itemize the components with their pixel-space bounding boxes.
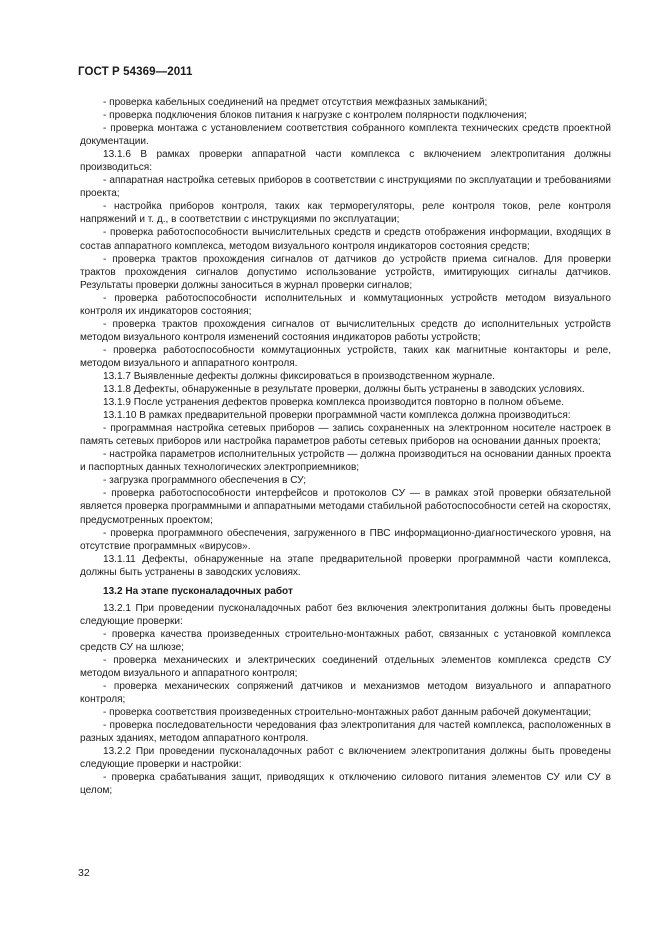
paragraph-27: - проверка последовательности чередования фаз электропитания для частей комплекса, расположенных в разных зданиях, методом аппаратного контроля. — [80, 720, 611, 745]
paragraph-28: 13.2.2 При проведении пусконаладочных работ с включением электропитания должны быть проведены следующие проверки и настройки: — [80, 746, 611, 771]
paragraph-17: - загрузка программного обеспечения в СУ; — [103, 475, 307, 487]
page-number: 32 — [78, 867, 90, 879]
paragraph-10: - проверка работоспособности коммутационных устройств, таких как магнитные контакторы и реле, методом визуального и аппаратного контроля. — [80, 344, 611, 369]
paragraph-7: - проверка трактов прохождения сигналов от датчиков до устройств приема сигналов. Для проверки трактов прохождения сигналов допустимо использование устройств, имитирующих сигналы датчиков. Результаты проверки должны заноситься в журнал проверки сигналов; — [80, 253, 611, 291]
paragraph-26: - проверка соответствия произведенных строительно-монтажных работ данным рабочей документации; — [103, 707, 592, 719]
document-body — [80, 96, 611, 797]
paragraph-2: - проверка монтажа с установлением соответствия собранного комплекта технических средств проектной документации. — [80, 123, 611, 148]
paragraph-11: 13.1.7 Выявленные дефекты должны фиксироваться в производственном журнале. — [103, 370, 495, 382]
paragraph-29: - проверка срабатывания защит, приводящих к отключению силового питания элементов СУ или СУ в целом; — [80, 772, 611, 797]
document-header: ГОСТ Р 54369—2011 — [78, 66, 193, 78]
paragraph-1: - проверка подключения блоков питания к нагрузке с контролем полярности подключения; — [103, 110, 527, 122]
section-heading: 13.2 На этапе пусконаладочных работ — [103, 585, 293, 597]
paragraph-13: 13.1.9 После устранения дефектов проверка комплекса производится повторно в полном объеме. — [103, 397, 565, 409]
paragraph-22: 13.2.1 При проведении пусконаладочных работ без включения электропитания должны быть проведены следующие проверки: — [80, 602, 611, 627]
paragraph-9: - проверка трактов прохождения сигналов от вычислительных средств до исполнительных устройств методом визуального контроля изменений состояния индикаторов работы устройств; — [80, 318, 611, 343]
paragraph-6: - проверка работоспособности вычислительных средств и средств отображения информации, входящих в состав аппаратного комплекса, методом визуального контроля индикаторов состояния средств; — [80, 227, 611, 252]
paragraph-25: - проверка механических сопряжений датчиков и механизмов методом визуального и аппаратного контроля; — [80, 681, 611, 706]
paragraph-4: - аппаратная настройка сетевых приборов в соответствии с инструкциями по эксплуатации и требованиями проекта; — [80, 175, 611, 200]
paragraph-18: - проверка работоспособности интерфейсов и протоколов СУ — в рамках этой проверки обязательной является проверка программными и аппаратными методами стабильной работоспособности сетей на скоростях, предусмотренных проектом; — [80, 488, 611, 526]
paragraph-20: 13.1.11 Дефекты, обнаруженные на этапе предварительной проверки программной части комплекса, должны быть устранены в заводских условиях. — [80, 553, 611, 578]
paragraph-14: 13.1.10 В рамках предварительной проверки программной части комплекса должна производиться: — [103, 410, 571, 422]
paragraph-0: - проверка кабельных соединений на предмет отсутствия межфазных замыканий; — [103, 97, 488, 108]
paragraph-8: - проверка работоспособности исполнительных и коммутационных устройств методом визуального контроля их индикаторов состояния; — [80, 292, 611, 317]
paragraph-16: - настройка параметров исполнительных устройств — должна производиться на основании данных проекта и паспортных данных технологических электроприемников; — [80, 449, 611, 474]
paragraph-5: - настройка приборов контроля, таких как терморегуляторы, реле контроля токов, реле контроля напряжений и т. д., в соответствии с инструкциями по эксплуатации; — [80, 201, 611, 226]
paragraph-15: - программная настройка сетевых приборов — запись сохраненных на электронном носителе настроек в память сетевых приборов или настройка параметров работы сетевых приборов на основании данных проекта; — [80, 423, 611, 448]
paragraph-23: - проверка качества произведенных строительно-монтажных работ, связанных с установкой комплекса средств СУ на шлюзе; — [80, 628, 611, 653]
paragraph-12: 13.1.8 Дефекты, обнаруженные в результате проверки, должны быть устранены в заводских условиях. — [103, 384, 585, 396]
paragraph-3: 13.1.6 В рамках проверки аппаратной части комплекса с включением электропитания должны производиться: — [80, 149, 611, 174]
paragraph-24: - проверка механических и электрических соединений отдельных элементов комплекса средств СУ методом визуального и аппаратного контроля; — [80, 654, 611, 680]
paragraph-19: - проверка программного обеспечения, загруженного в ПВС информационно-диагностического уровня, на отсутствие программных «вирусов». — [80, 527, 611, 552]
